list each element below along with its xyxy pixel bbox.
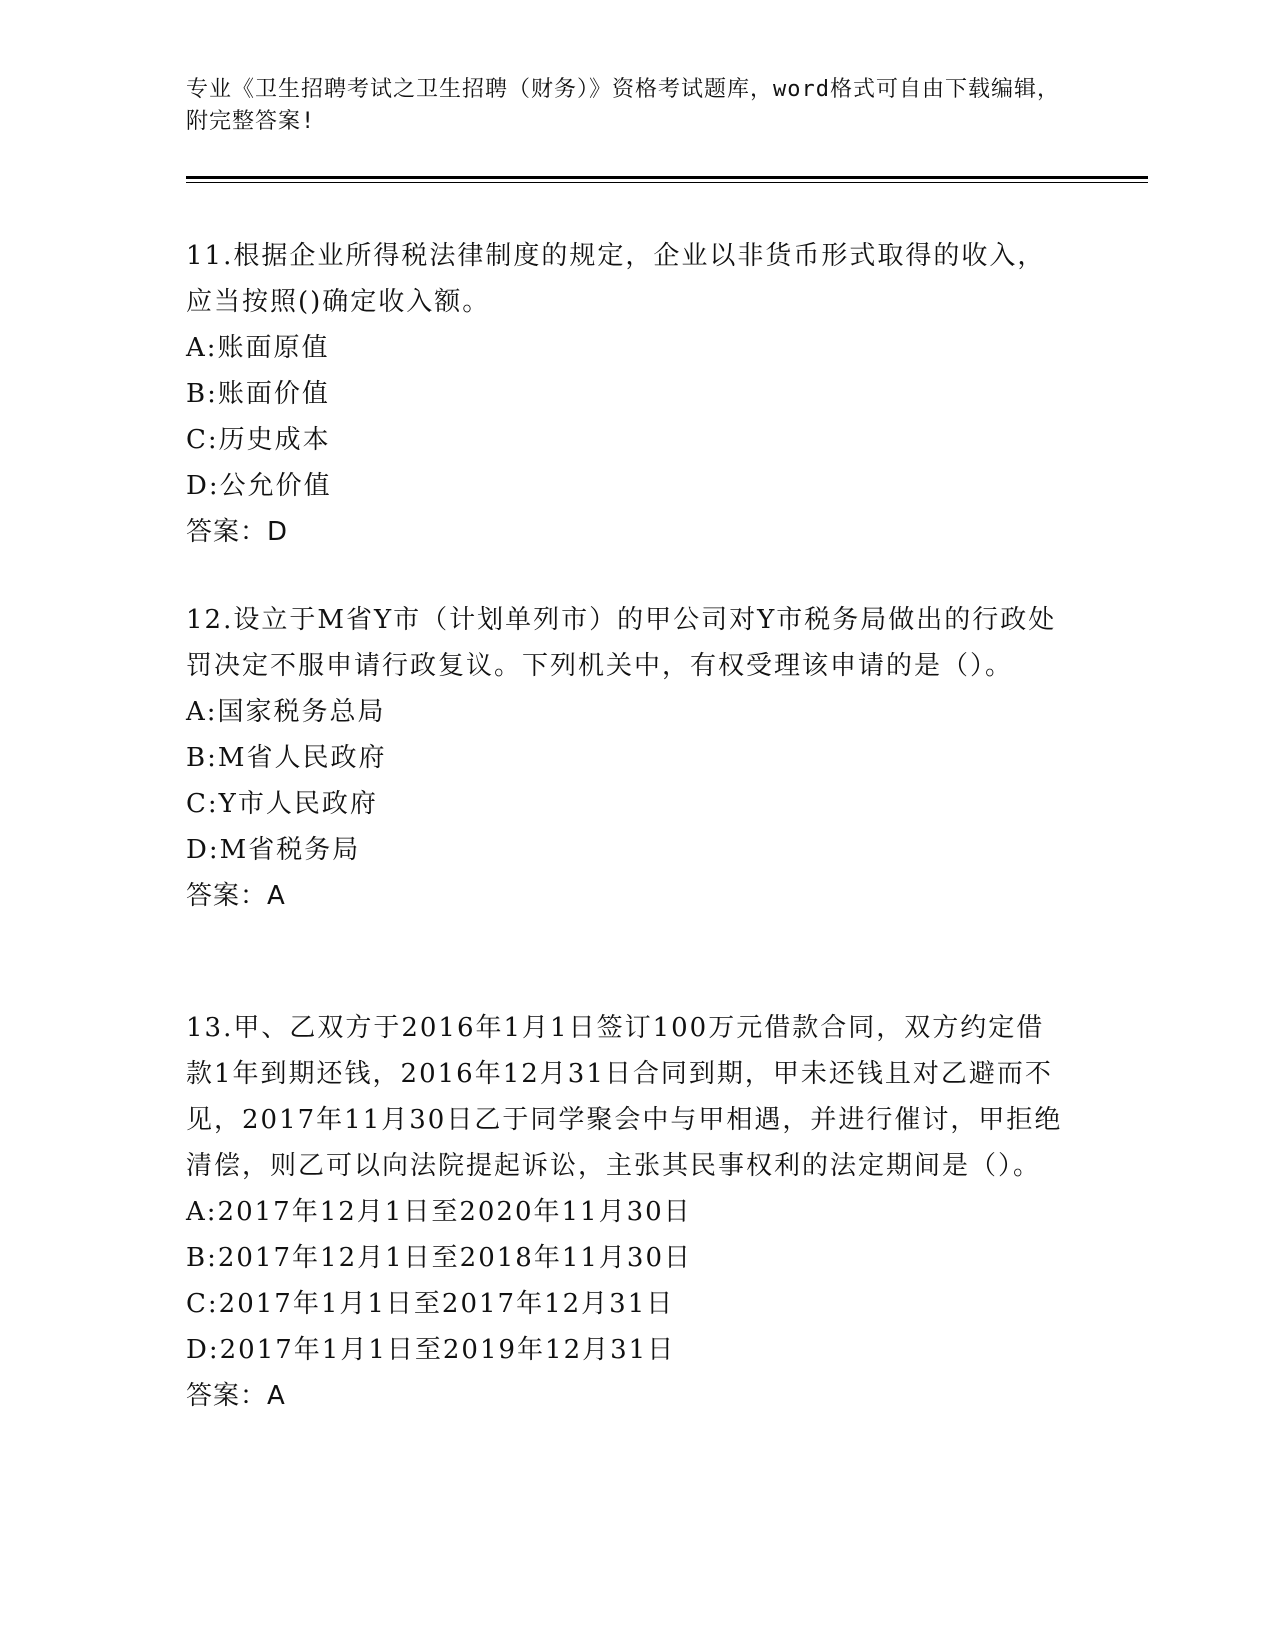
option-b: B:M省人民政府 xyxy=(186,743,387,773)
question-11 xyxy=(186,233,1066,555)
question-stem: 11.根据企业所得税法律制度的规定，企业以非货币形式取得的收入，应当按照()确定收入额。 xyxy=(186,241,1046,317)
option-c: C:历史成本 xyxy=(186,425,331,455)
question-stem: 13.甲、乙双方于2016年1月1日签订100万元借款合同，双方约定借款1年到期还钱，2016年12月31日合同到期，甲未还钱且对乙避而不见，2017年11月30日乙于同学聚会中与甲相遇，并进行催讨，甲拒绝清偿，则乙可以向法院提起诉讼，主张其民事权利的法定期间是（）。 xyxy=(186,1013,1063,1181)
question-12 xyxy=(186,597,1066,919)
answer-line: 答案：A xyxy=(186,1381,286,1411)
option-a: A:账面原值 xyxy=(186,333,330,363)
answer-line: 答案：D xyxy=(186,517,289,547)
option-b: B:2017年12月1日至2018年11月30日 xyxy=(186,1243,692,1273)
option-a: A:国家税务总局 xyxy=(186,697,386,727)
header-divider-thin xyxy=(186,182,1148,183)
option-d: D:公允价值 xyxy=(186,471,332,501)
option-a: A:2017年12月1日至2020年11月30日 xyxy=(186,1197,692,1227)
option-b: B:账面价值 xyxy=(186,379,330,409)
answer-line: 答案：A xyxy=(186,881,286,911)
question-stem: 12.设立于M省Y市（计划单列市）的甲公司对Y市税务局做出的行政处罚决定不服申请行政复议。下列机关中，有权受理该申请的是（）。 xyxy=(186,605,1057,681)
option-d: D:2017年1月1日至2019年12月31日 xyxy=(186,1335,676,1365)
option-c: C:2017年1月1日至2017年12月31日 xyxy=(186,1289,675,1319)
header-divider-thick xyxy=(186,176,1148,179)
option-d: D:M省税务局 xyxy=(186,835,361,865)
question-13 xyxy=(186,1005,1066,1419)
option-c: C:Y市人民政府 xyxy=(186,789,378,819)
document-header: 专业《卫生招聘考试之卫生招聘（财务）》资格考试题库，word格式可自由下载编辑，附完整答案! xyxy=(186,77,1060,134)
